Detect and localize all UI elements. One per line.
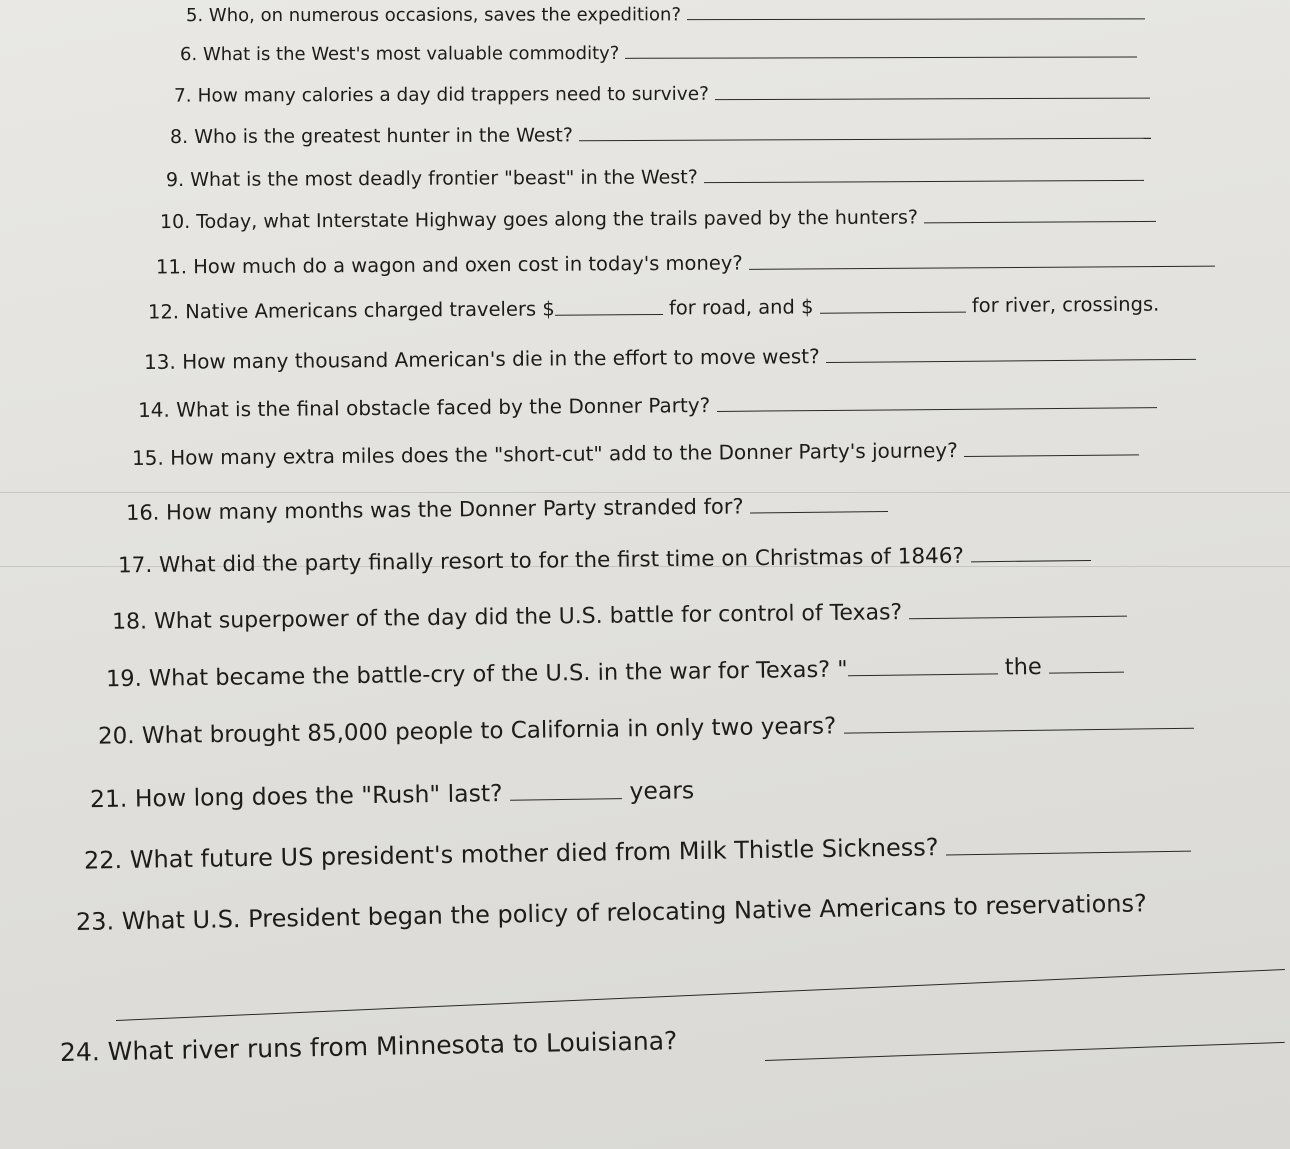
question-21 [90, 776, 695, 812]
answer-blank[interactable] [909, 596, 1127, 619]
answer-blank[interactable] [750, 492, 888, 513]
question-number: 8. [169, 126, 189, 149]
question-number: 19. [105, 665, 142, 693]
question-number: 20. [97, 723, 135, 750]
answer-blank[interactable] [826, 341, 1196, 363]
question-text: Today, what Interstate Highway goes along the trails paved by the hunters? [196, 206, 918, 233]
question-number: 12. [147, 300, 180, 324]
question-number: 23. [75, 907, 115, 936]
question-16 [126, 492, 888, 524]
question-10 [160, 204, 1156, 232]
answer-blank[interactable] [510, 777, 622, 801]
question-number: 15. [131, 445, 164, 470]
question-text-middle: the [1004, 654, 1042, 681]
question-number: 21. [89, 784, 128, 814]
question-20 [98, 707, 1194, 749]
question-number: 18. [111, 609, 148, 635]
answer-blank[interactable] [971, 541, 1091, 563]
answer-blank[interactable] [964, 436, 1139, 457]
question-text: What is the most deadly frontier "beast" in the West? [190, 166, 698, 191]
question-22 [84, 829, 1191, 873]
question-text-end: for river, crossings. [971, 292, 1160, 318]
question-text: Native Americans charged travelers $ [185, 297, 555, 324]
answer-line-24[interactable] [765, 1042, 1285, 1061]
question-text-end: years [629, 776, 695, 806]
question-11 [156, 248, 1215, 277]
question-text: What brought 85,000 people to California in only two years? [141, 713, 837, 750]
question-number: 16. [125, 500, 160, 525]
question-number: 10. [159, 210, 191, 234]
question-text-middle: for road, and $ [668, 295, 814, 320]
question-text: What did the party finally resort to for the first time on Christmas of 1846? [158, 543, 964, 578]
question-18 [112, 596, 1127, 634]
question-text: How many months was the Donner Party stranded for? [165, 494, 744, 525]
question-19 [106, 652, 1124, 691]
question-number: 11. [155, 255, 188, 279]
answer-blank[interactable] [924, 204, 1156, 224]
question-number: 6. [179, 44, 198, 66]
question-12 [148, 292, 1159, 322]
question-text: What superpower of the day did the U.S. battle for control of Texas? [153, 600, 903, 635]
question-text: How many calories a day did trappers need to survive? [197, 83, 709, 107]
question-text: What became the battle-cry of the U.S. in the war for Texas? " [148, 656, 848, 692]
answer-blank[interactable] [946, 829, 1191, 855]
question-13 [144, 341, 1196, 372]
question-number: 9. [165, 168, 185, 192]
answer-blank[interactable] [704, 163, 1144, 183]
question-text: How long does the "Rush" last? [134, 779, 503, 813]
question-8 [170, 121, 1151, 147]
question-text: What U.S. President began the policy of relocating Native Americans to reservations? [121, 889, 1147, 936]
question-text: How much do a wagon and oxen cost in today's money? [193, 251, 743, 279]
answer-blank[interactable] [579, 121, 1151, 142]
battle-cry-blank-1[interactable] [847, 653, 997, 676]
question-text: Who is the greatest hunter in the West? [194, 124, 573, 148]
question-number: 5. [185, 5, 204, 27]
question-text: Who, on numerous occasions, saves the expedition? [208, 4, 682, 27]
question-number: 22. [83, 845, 123, 875]
question-number: 24. [59, 1037, 101, 1067]
answer-line-23[interactable] [116, 969, 1285, 1021]
answer-blank[interactable] [843, 707, 1193, 734]
question-number: 14. [137, 397, 170, 422]
question-text: How many thousand American's die in the effort to move west? [182, 344, 820, 374]
question-5 [186, 2, 1145, 25]
answer-blank[interactable] [715, 81, 1150, 100]
question-15 [132, 436, 1139, 468]
question-number: 17. [117, 552, 153, 579]
answer-blank[interactable] [749, 248, 1215, 270]
question-14 [138, 389, 1157, 420]
road-fee-blank[interactable] [555, 296, 663, 315]
question-text: What river runs from Minnesota to Louisiana? [107, 1026, 678, 1067]
paper-crease [0, 492, 1290, 493]
question-9 [166, 163, 1144, 190]
question-24 [60, 1028, 678, 1065]
question-number: 13. [143, 349, 176, 374]
river-fee-blank[interactable] [820, 294, 966, 314]
answer-blank[interactable] [716, 389, 1156, 412]
answer-blank[interactable] [687, 2, 1145, 20]
question-number: 7. [173, 85, 192, 107]
question-17 [118, 541, 1091, 577]
question-23 [76, 891, 1147, 934]
answer-blank[interactable] [625, 40, 1137, 59]
question-7 [174, 81, 1150, 107]
question-text: What is the final obstacle faced by the Donner Party? [176, 393, 711, 422]
question-6 [180, 40, 1137, 64]
question-text: How many extra miles does the "short-cut" add to the Donner Party's journey? [170, 438, 958, 470]
question-text: What future US president's mother died from Milk Thistle Sickness? [129, 833, 939, 874]
question-text: What is the West's most valuable commodity? [202, 43, 620, 66]
battle-cry-blank-2[interactable] [1049, 652, 1124, 674]
